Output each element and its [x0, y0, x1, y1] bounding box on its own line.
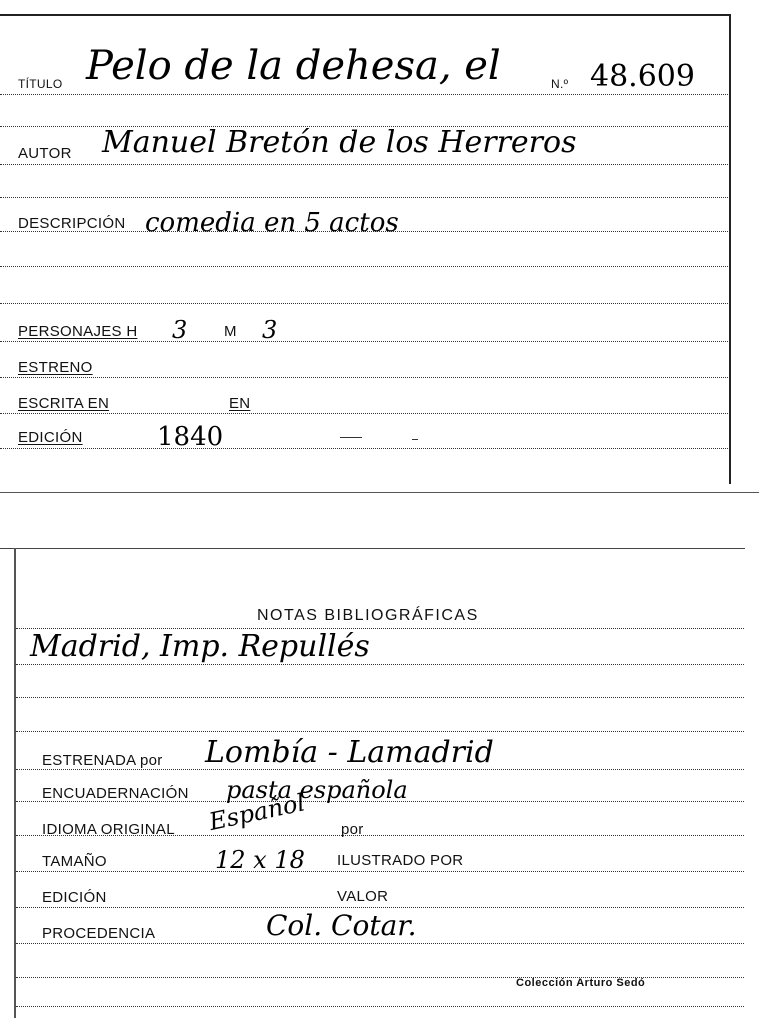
idioma-value: Español	[206, 788, 308, 836]
card-right-edge	[729, 14, 731, 484]
rule-line	[0, 341, 728, 342]
pen-mark	[412, 439, 418, 440]
collection-footer: Colección Arturo Sedó	[516, 977, 646, 989]
edicion-label: EDICIÓN	[18, 429, 83, 446]
card-bottom-edge	[0, 492, 759, 493]
rule-line	[0, 94, 728, 95]
rule-line	[0, 197, 728, 198]
rule-line	[0, 164, 728, 165]
por-label: por	[341, 821, 364, 838]
card-top-edge	[0, 548, 745, 549]
valor-label: VALOR	[337, 888, 389, 905]
estrenada-value: Lombía - Lamadrid	[205, 735, 494, 770]
edicion-value: 1840	[157, 422, 224, 452]
personajes-h-label: PERSONAJES H	[18, 323, 138, 340]
estreno-label: ESTRENO	[18, 359, 93, 376]
pen-mark	[340, 437, 362, 438]
encuadernacion-label: ENCUADERNACIÓN	[42, 785, 189, 802]
ilustrado-label: ILUSTRADO POR	[337, 852, 464, 869]
encuadernacion-value: pasta española	[226, 776, 408, 804]
rule-line	[0, 377, 728, 378]
numero-label: N.º	[551, 77, 569, 91]
numero-value: 48.609	[590, 59, 695, 94]
rule-line	[0, 303, 728, 304]
card-top-edge	[0, 14, 730, 16]
autor-value: Manuel Bretón de los Herreros	[102, 125, 577, 160]
titulo-label: TÍTULO	[18, 77, 63, 91]
idioma-label: IDIOMA ORIGINAL	[42, 821, 175, 838]
edicion-label: EDICIÓN	[42, 889, 107, 906]
autor-label: AUTOR	[18, 145, 72, 162]
escrita-en-label: ESCRITA EN	[18, 395, 110, 412]
descripcion-label: DESCRIPCIÓN	[18, 215, 126, 232]
rule-line	[16, 731, 744, 732]
procedencia-value: Col. Cotar.	[266, 909, 417, 942]
rule-line	[0, 448, 728, 449]
rule-line	[16, 907, 744, 908]
rule-line	[16, 664, 744, 665]
estrenada-label: ESTRENADA por	[42, 752, 163, 769]
personajes-h-value: 3	[172, 316, 188, 344]
rule-line	[0, 266, 728, 267]
rule-line	[16, 697, 744, 698]
rule-line	[16, 943, 744, 944]
card-left-edge	[14, 548, 16, 1018]
catalog-card-back	[0, 540, 759, 1028]
catalog-card-front	[0, 0, 759, 495]
tamano-value: 12 x 18	[215, 846, 305, 874]
personajes-m-label: M	[224, 323, 237, 340]
personajes-m-value: 3	[262, 316, 278, 344]
titulo-value: Pelo de la dehesa, el	[86, 43, 501, 89]
tamano-label: TAMAÑO	[42, 853, 107, 870]
notas-heading: NOTAS BIBLIOGRÁFICAS	[257, 607, 479, 624]
notas-value: Madrid, Imp. Repullés	[30, 629, 370, 664]
rule-line	[0, 413, 728, 414]
rule-line	[16, 1006, 744, 1007]
rule-line	[16, 871, 744, 872]
descripcion-value: comedia en 5 actos	[145, 208, 399, 238]
procedencia-label: PROCEDENCIA	[42, 925, 156, 942]
en-label: EN	[229, 395, 251, 412]
